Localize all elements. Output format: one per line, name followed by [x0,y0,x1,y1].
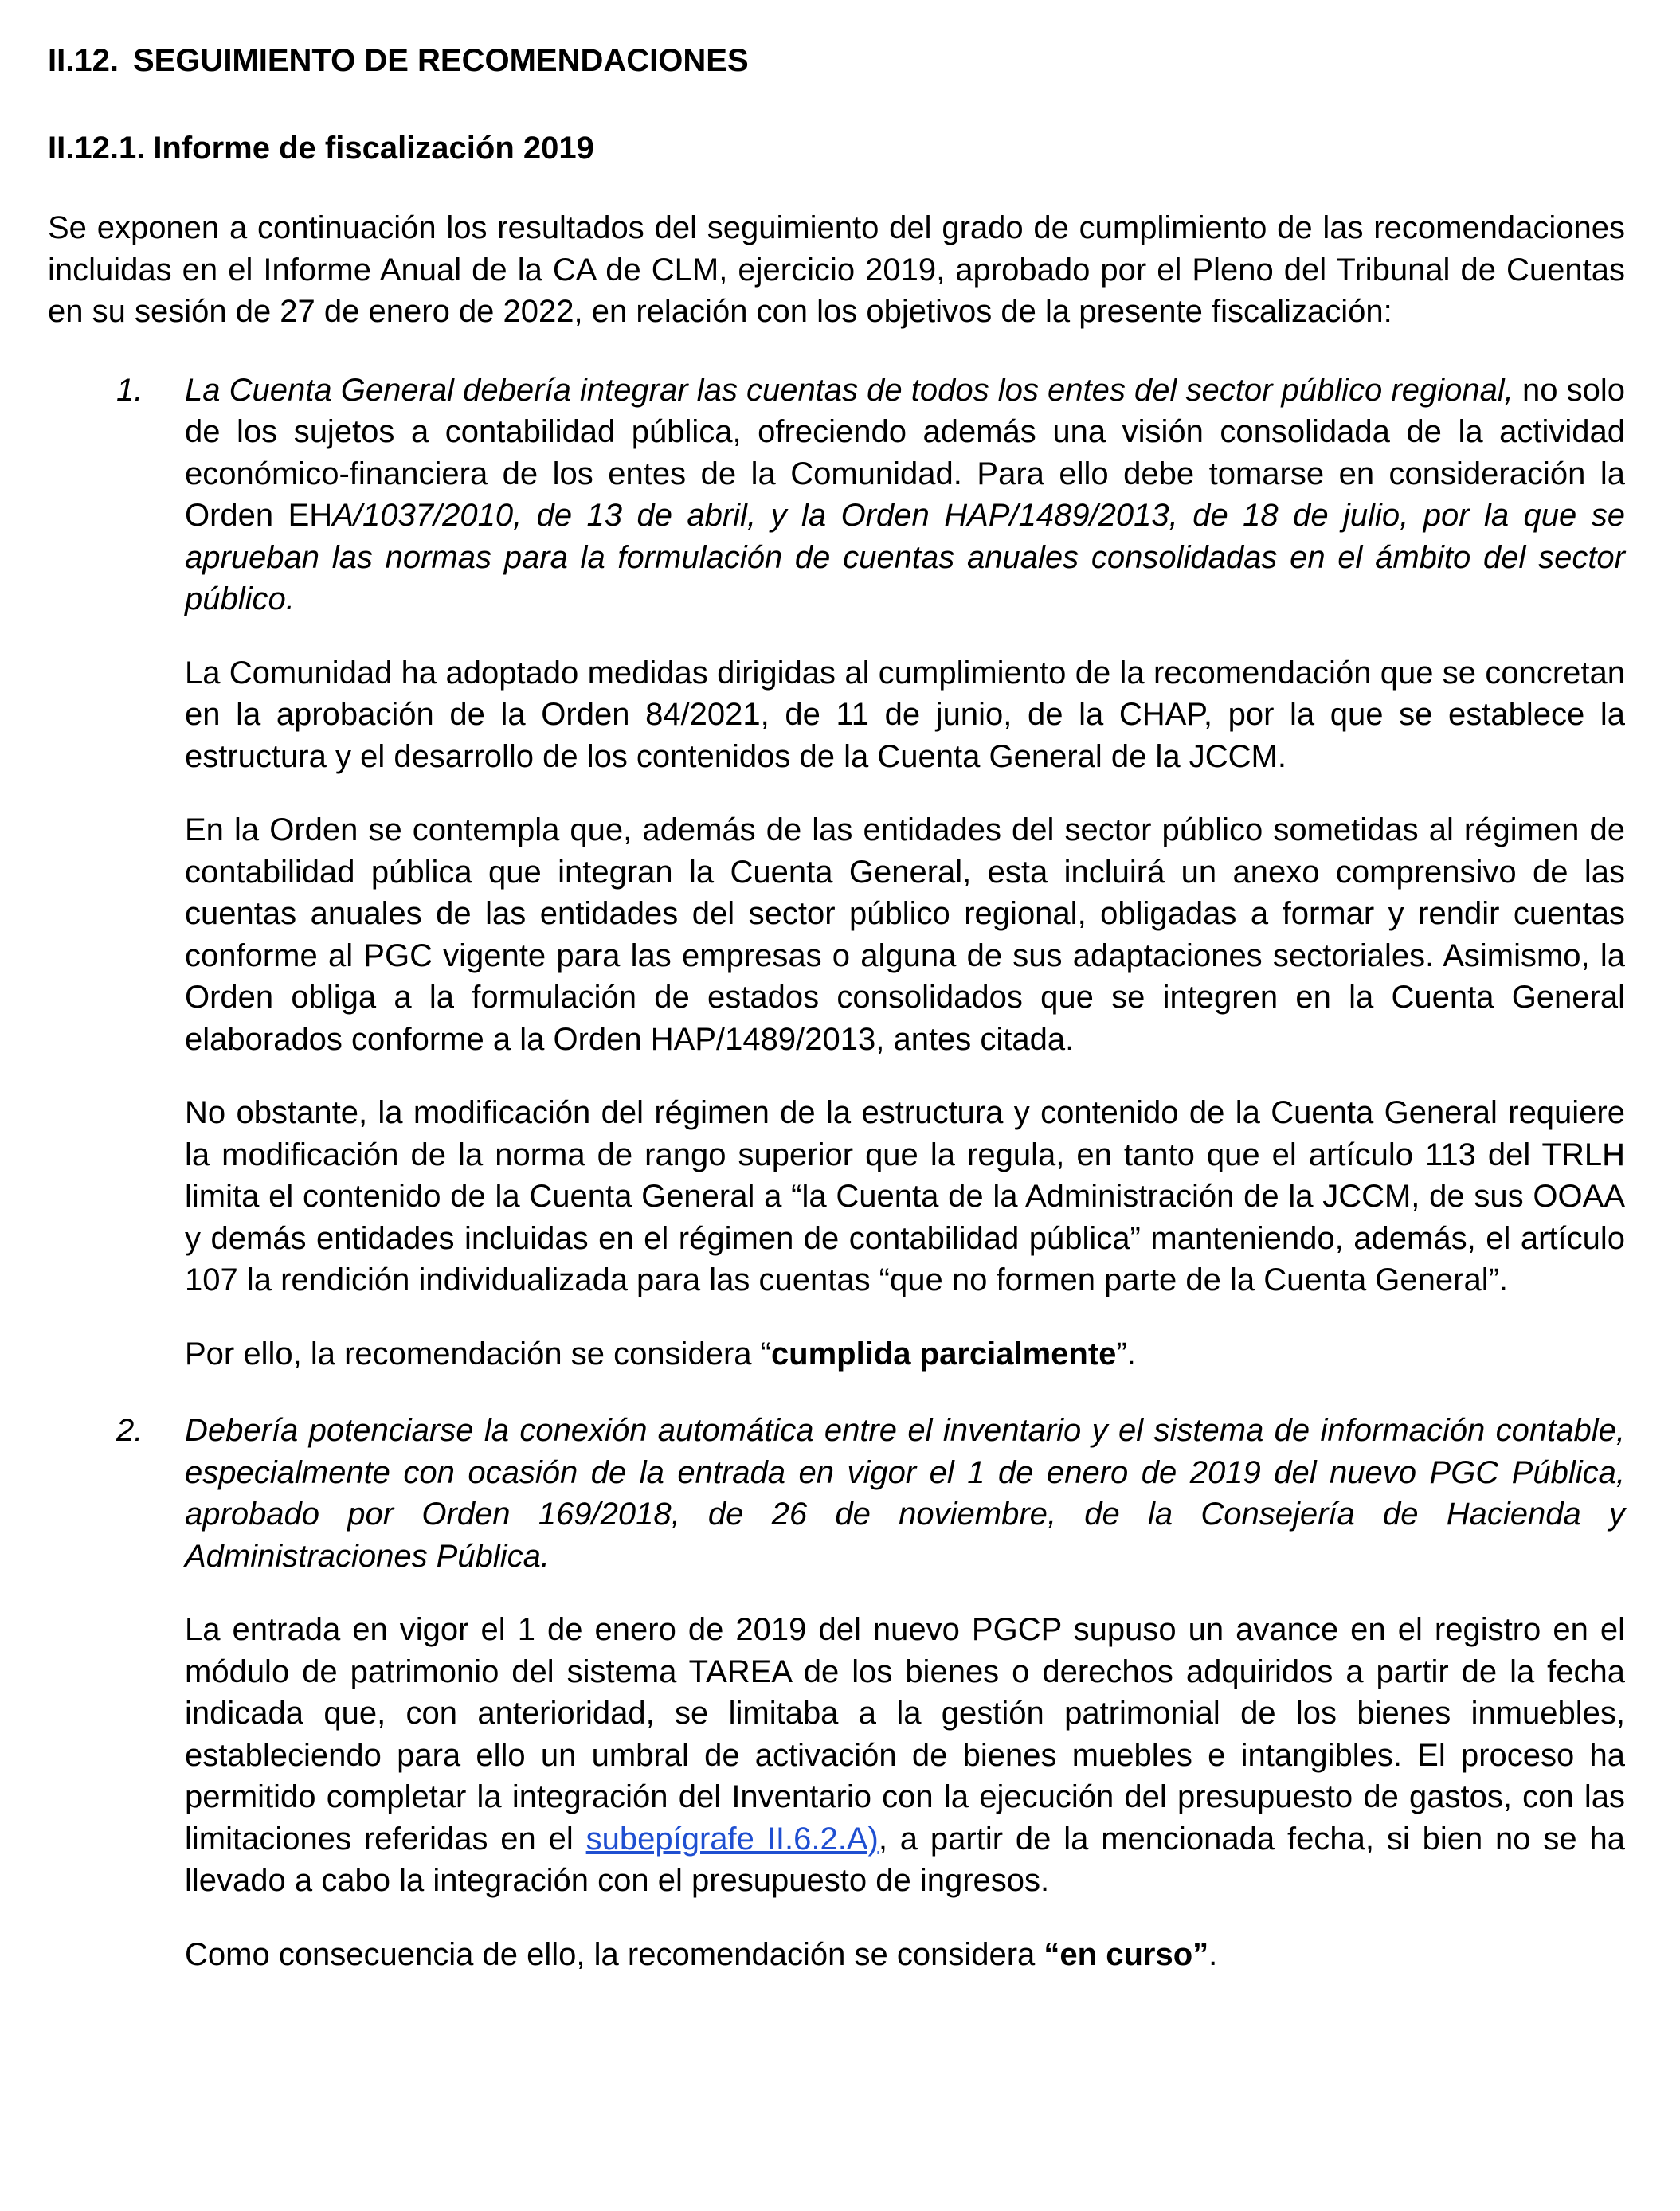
recommendation-italic-start: La Cuenta General debería integrar las cuentas de todos los entes del sector público regional, [185,372,1514,408]
assessment-paragraph: No obstante, la modificación del régimen de la estructura y contenido de la Cuenta General requiere la modificación de la norma de rango superior que la regula, en tanto que el artículo 113 del TRLH limita el contenido de la Cuenta General a “la Cuenta de la Administración de la JCCM, de sus OOAA y demás entidades incluidas en el régimen de contabilidad pública” manteniendo, además, el artículo 107 la rendición individualizada para las cuentas “que no formen parte de la Cuenta General”. [185,1095,1625,1297]
conclusion-text: Como consecuencia de ello, la recomendación se considera [185,1936,1044,1972]
section-title: SEGUIMIENTO DE RECOMENDACIONES [132,43,749,78]
section-heading [48,41,1625,80]
recommendation-italic: Debería potenciarse la conexión automática entre el inventario y el sistema de información contable, especialmente con ocasión de la entrada en vigor el 1 de enero de 2019 del nuevo PGC Pública, aprobado por Orden 169/2018, de 26 de noviembre, de la Consejería de Hacienda y Administraciones Pública. [185,1413,1625,1574]
conclusion-end: ”. [1116,1336,1136,1372]
recommendation-text [185,370,1625,620]
subsection-number: II.12.1. [48,131,146,166]
subsection-heading [48,129,1625,167]
item-number: 1. [116,372,143,408]
conclusion-paragraph [185,1934,1625,1976]
recommendation-italic-end: A/1037/2010, de 13 de abril, y la Orden HAP/1489/2013, de 18 de julio, por la que se aprueban las normas para la formulación de cuentas anuales consolidadas en el ámbito del sector público. [185,498,1625,616]
section-number: II.12. [48,43,119,78]
document-page [48,41,1625,1975]
recommendation-plain: no solo de los sujetos a contabilidad pública, ofreciendo además una visión consolidada de la actividad económico-financiera de los entes de la Comunidad. Para ello debe tomarse en consideración la Orden EH [185,372,1625,533]
cross-reference-link[interactable]: subepígrafe II.6.2.A) [585,1821,879,1857]
assessment-text: La entrada en vigor el 1 de enero de 2019 del nuevo PGCP supuso un avance en el registro en el módulo de patrimonio del sistema TAREA de los bienes o derechos adquiridos a partir de la fecha indicada que, con anterioridad, se limitaba a la gestión patrimonial de los bienes inmuebles, estableciendo para ello un umbral de activación de bienes muebles e intangibles. El proceso ha permitido completar la integración del Inventario con la ejecución del presupuesto de gastos, con las limitaciones referidas en el [185,1612,1625,1857]
recommendation-item-2 [48,1410,1625,1975]
conclusion-paragraph [185,1333,1625,1376]
assessment-paragraph [185,1609,1625,1902]
assessment-paragraph: En la Orden se contempla que, además de las entidades del sector público sometidas al régimen de contabilidad pública que integran la Cuenta General, esta incluirá un anexo comprensivo de las cuentas anuales de las entidades del sector público regional, obligadas a formar y rendir cuentas conforme al PGC vigente para las empresas o alguna de sus adaptaciones sectoriales. Asimismo, la Orden obliga a la formulación de estados consolidados que se integren en la Cuenta General elaborados conforme a la Orden HAP/1489/2013, antes citada. [185,812,1625,1057]
subsection-title: Informe de fiscalización 2019 [153,131,594,166]
assessment-paragraph: La Comunidad ha adoptado medidas dirigidas al cumplimiento de la recomendación que se concretan en la aprobación de la Orden 84/2021, de 11 de junio, de la CHAP, por la que se establece la estructura y el desarrollo de los contenidos de la Cuenta General de la JCCM. [185,655,1625,774]
conclusion-end: . [1208,1936,1218,1972]
status-label: “en curso” [1044,1936,1209,1972]
conclusion-text: Por ello, la recomendación se considera “ [185,1336,771,1372]
recommendation-text [185,1410,1625,1577]
intro-paragraph: Se exponen a continuación los resultados del seguimiento del grado de cumplimiento de las recomendaciones incluidas en el Informe Anual de la CA de CLM, ejercicio 2019, aprobado por el Pleno del Tribunal de Cuentas en su sesión de 27 de enero de 2022, en relación con los objetivos de la presente fiscalización: [48,210,1625,329]
assessment-text-end: , a partir de la mencionada fecha, si bien no se ha llevado a cabo la integración con el presupuesto de ingresos. [185,1821,1625,1898]
recommendation-item-1 [48,370,1625,1376]
status-label: cumplida parcialmente [770,1336,1117,1372]
item-number: 2. [116,1413,143,1448]
